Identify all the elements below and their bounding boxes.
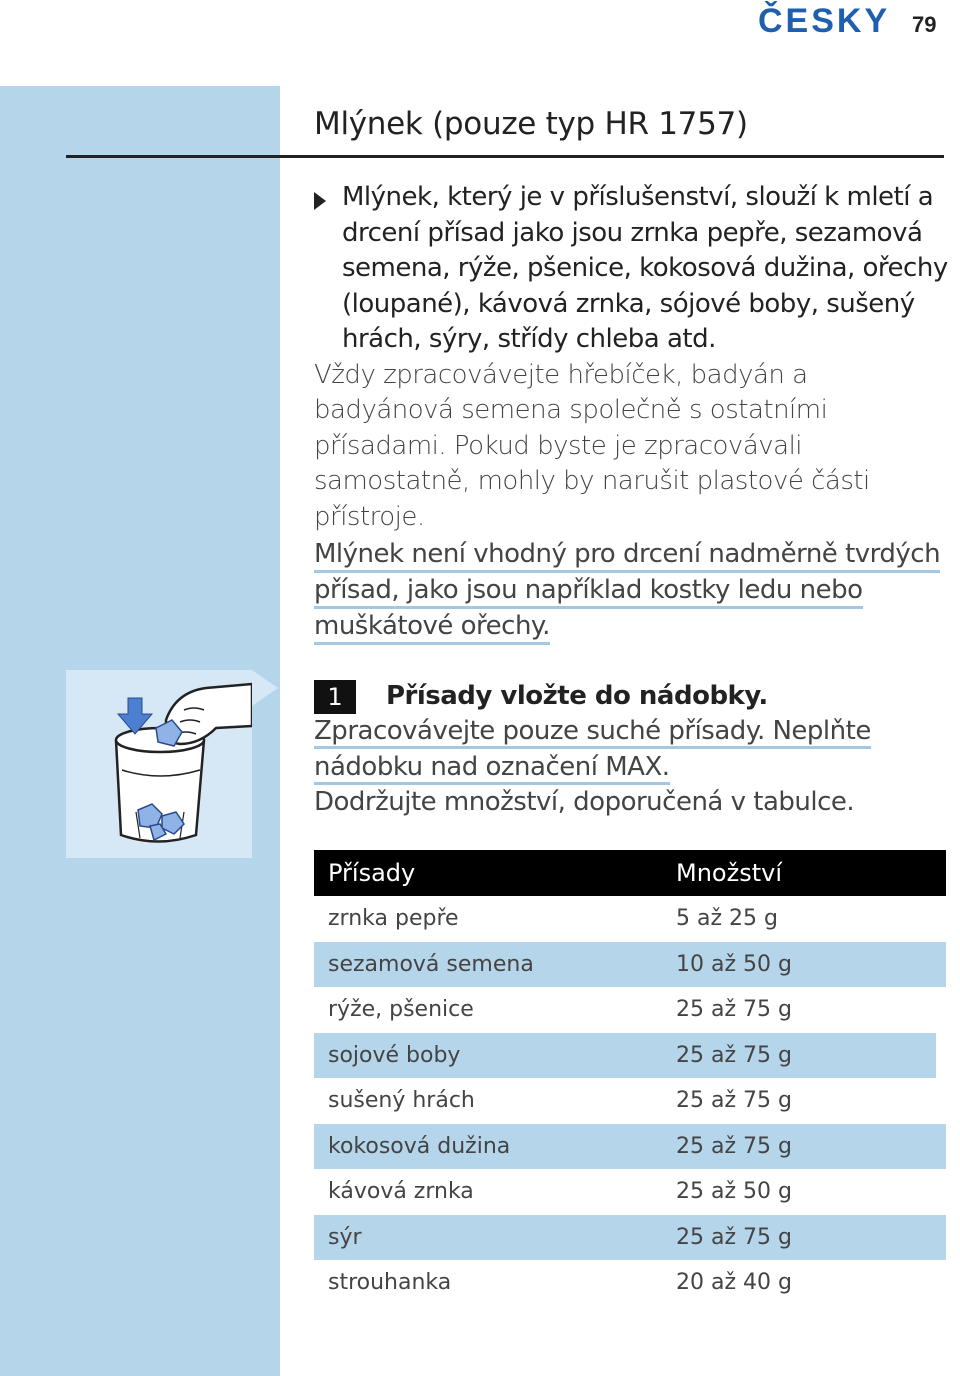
cell-ingredient: sezamová semena	[328, 951, 534, 977]
step-line-2: Dodržujte množství, doporučená v tabulce.	[314, 787, 855, 817]
header-amount: Množství	[676, 859, 782, 887]
section-title: Mlýnek (pouze typ HR 1757)	[314, 106, 748, 142]
table-header	[314, 850, 946, 896]
cell-ingredient: kokosová dužina	[328, 1133, 511, 1159]
header-ingredient: Přísady	[328, 859, 416, 887]
step-line-1: Zpracovávejte pouze suché přísady. Neplňte nádobku nad označení MAX.	[314, 716, 871, 785]
table-row	[314, 1215, 946, 1261]
cell-ingredient: strouhanka	[328, 1270, 452, 1296]
table-row	[314, 896, 946, 942]
cell-ingredient: kávová zrnka	[328, 1179, 474, 1205]
step-1	[314, 678, 954, 821]
cell-amount: 10 až 50 g	[676, 951, 792, 977]
cell-ingredient: rýže, pšenice	[328, 997, 474, 1023]
step-instructions	[314, 714, 954, 821]
step-title: Přísady vložte do nádobky.	[386, 681, 768, 711]
cell-amount: 20 až 40 g	[676, 1270, 792, 1296]
bullet-arrow-icon	[314, 192, 326, 210]
hand-filling-beaker-icon	[66, 670, 252, 858]
title-divider	[66, 155, 944, 158]
table-row	[314, 987, 946, 1033]
quantity-table	[314, 850, 946, 1306]
cell-ingredient: sušený hrách	[328, 1088, 475, 1114]
note-text: Vždy zpracovávejte hřebíček, badyán a badyánová semena společně s ostatními přísadami. Pokud byste je zpracovávali samostatně, mohly by narušit plastové části přístroje.	[314, 359, 870, 532]
table-row	[314, 1078, 946, 1124]
table-row	[314, 1169, 946, 1215]
cell-amount: 25 až 75 g	[676, 997, 792, 1023]
grinder-illustration	[66, 670, 252, 858]
language-header: ČESKY	[758, 2, 891, 40]
warning-text-block	[314, 536, 954, 644]
description-block	[314, 180, 954, 535]
cell-amount: 25 až 75 g	[676, 1042, 792, 1068]
table-row	[314, 1260, 946, 1306]
table-row	[314, 942, 946, 988]
bullet-text: Mlýnek, který je v příslušenství, slouží k mletí a drcení přísad jako jsou zrnka pepře, sezamová semena, rýže, pšenice, kokosová dužina, ořechy (loupané), kávová zrnka, sójové boby, sušený hrách, sýry, střídy chleba atd.	[342, 182, 948, 354]
table-row	[314, 1033, 936, 1079]
table-row	[314, 1124, 946, 1170]
warning-text: Mlýnek není vhodný pro drcení nadměrně tvrdých přísad, jako jsou například kostky ledu nebo muškátové ořechy.	[314, 539, 940, 645]
illustration-pointer	[252, 670, 278, 706]
cell-amount: 25 až 75 g	[676, 1224, 792, 1250]
cell-amount: 25 až 75 g	[676, 1133, 792, 1159]
cell-ingredient: sýr	[328, 1224, 362, 1250]
cell-amount: 25 až 50 g	[676, 1179, 792, 1205]
cell-ingredient: zrnka pepře	[328, 906, 459, 932]
cell-amount: 25 až 75 g	[676, 1088, 792, 1114]
cell-ingredient: sojové boby	[328, 1042, 461, 1068]
page-number: 79	[912, 12, 937, 37]
step-number-badge: 1	[314, 680, 356, 714]
cell-amount: 5 až 25 g	[676, 906, 778, 932]
